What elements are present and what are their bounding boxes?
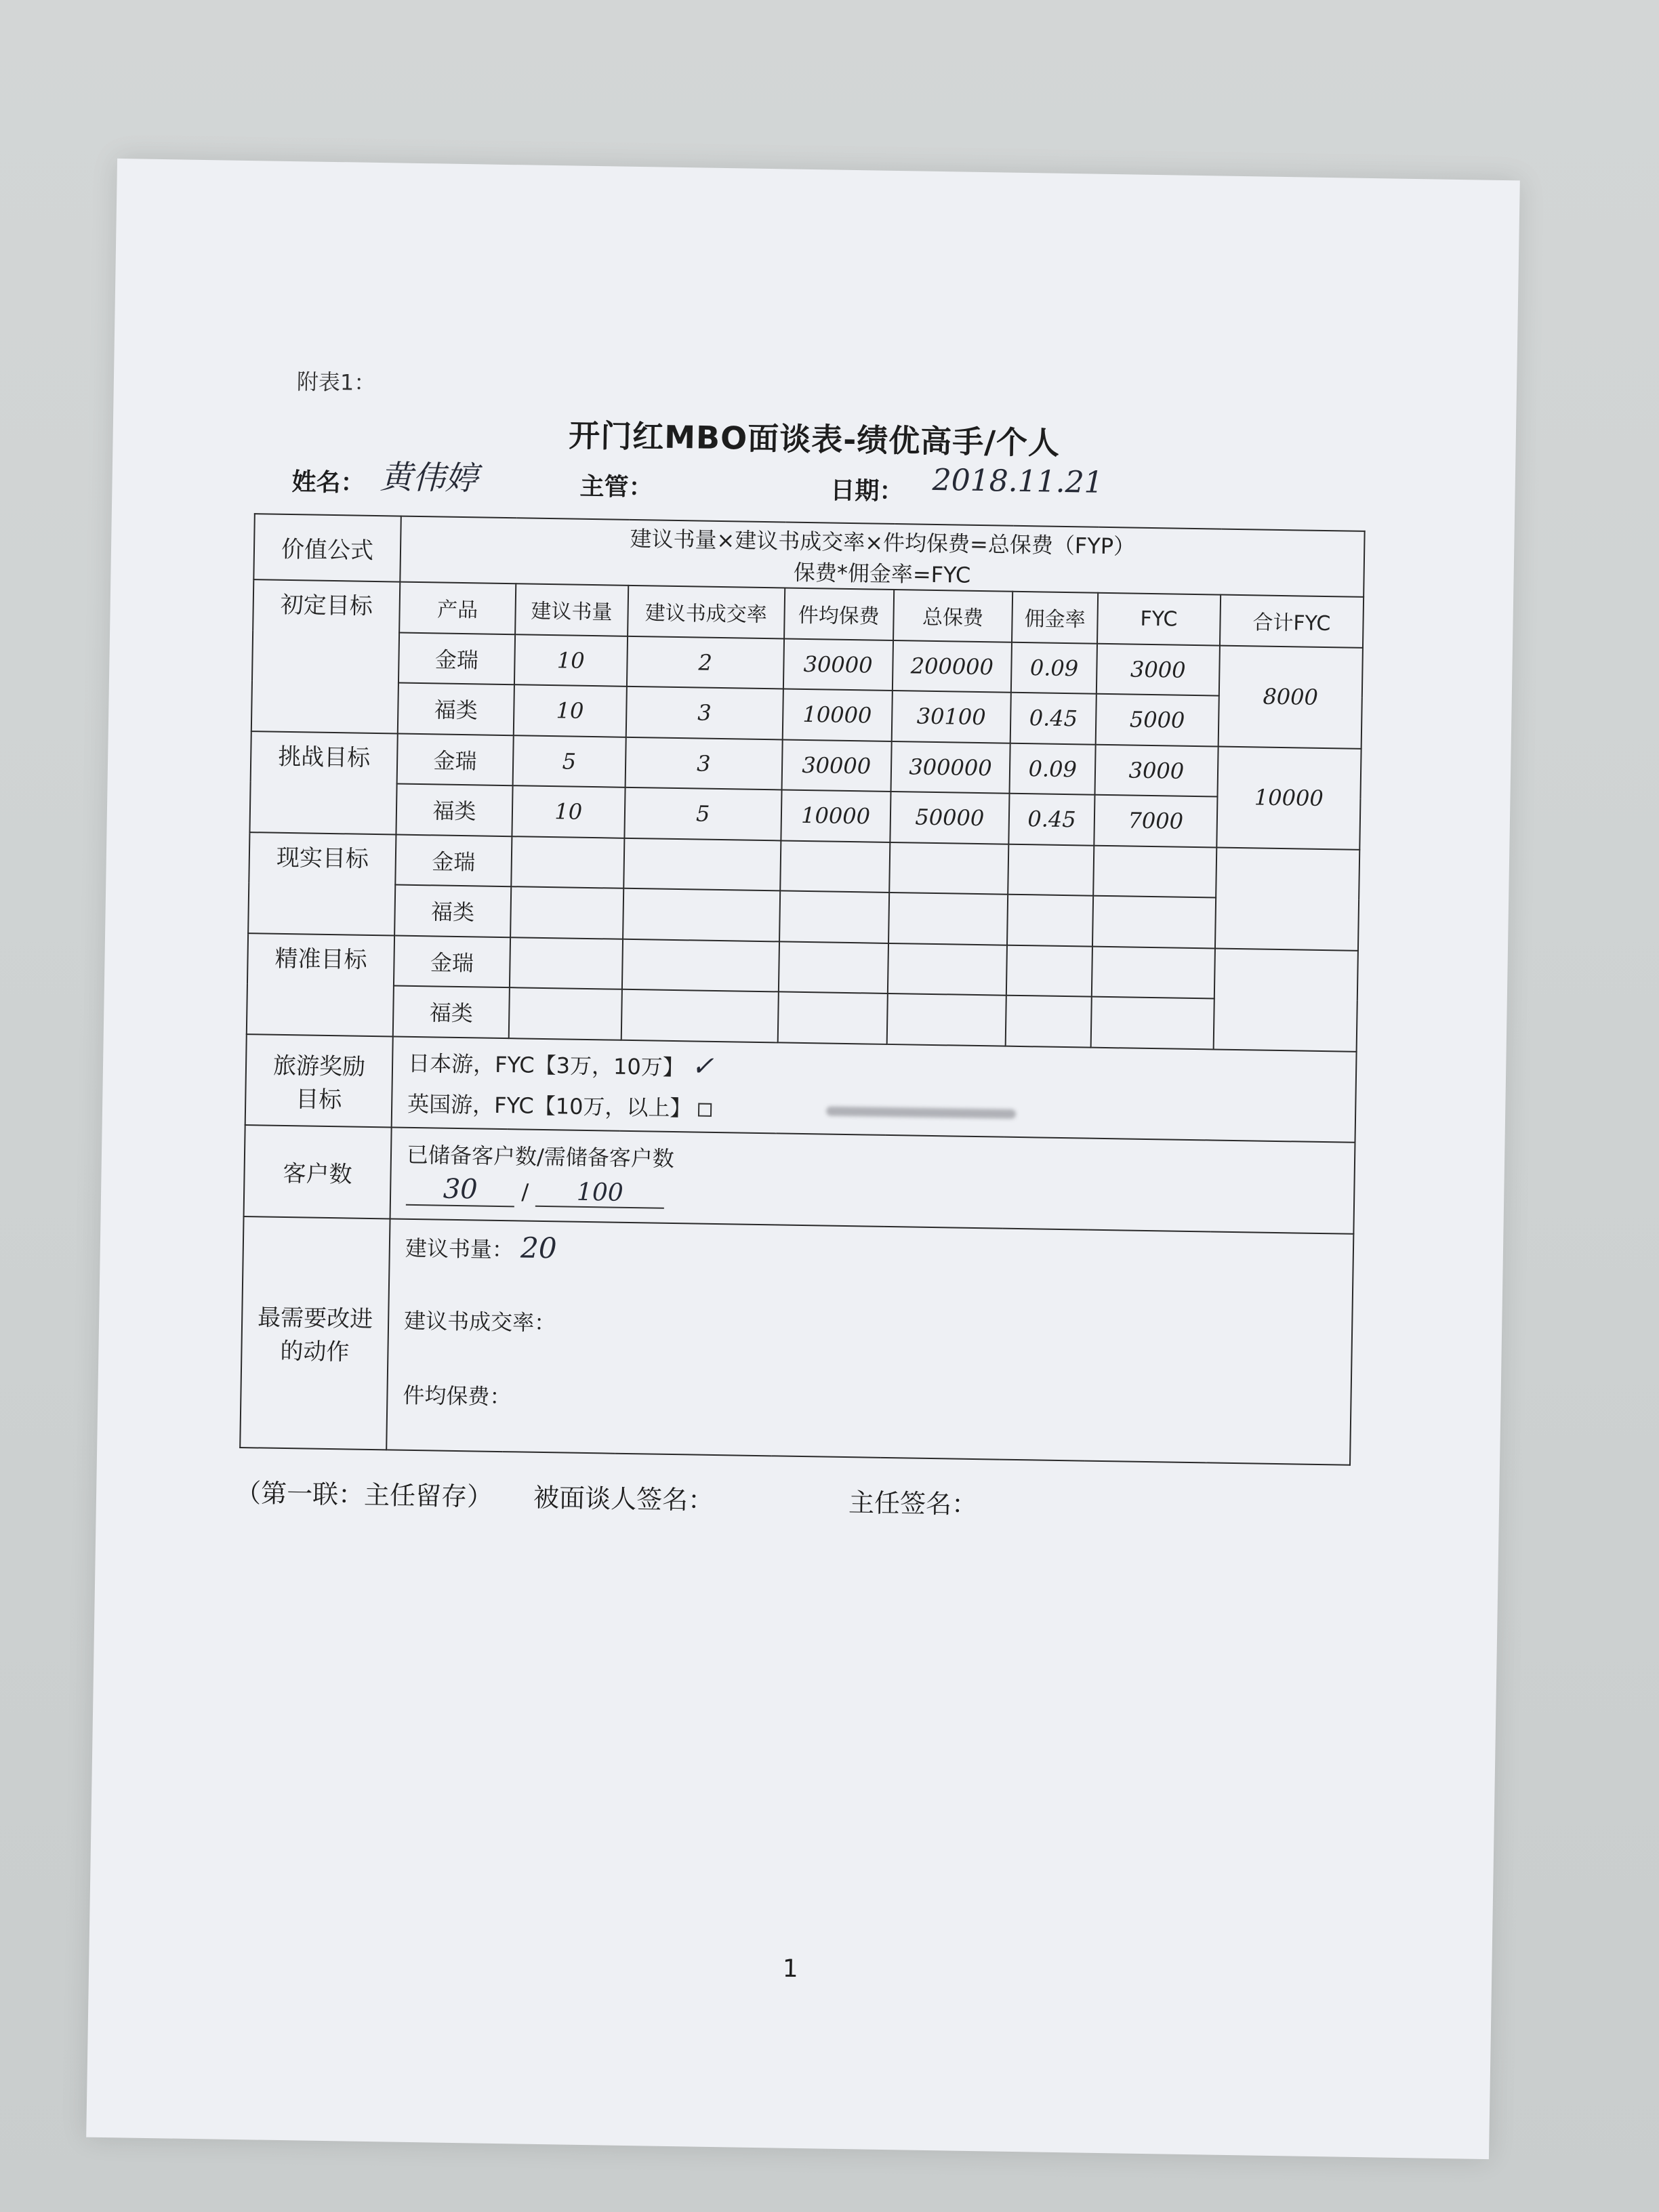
travel-label-line2: 目标	[295, 1086, 342, 1114]
column-header: 件均保费	[784, 588, 894, 640]
improvement-close-rate-label: 建议书成交率：	[403, 1307, 556, 1336]
fyc-cell: 5000	[1096, 694, 1219, 746]
product-cell: 金瑞	[395, 834, 512, 886]
column-header: FYC	[1097, 593, 1221, 645]
proposals-cell: 10	[512, 785, 625, 838]
interviewee-signature-label: 被面谈人签名：	[533, 1482, 714, 1515]
commission-rate-cell: 0.09	[1010, 743, 1096, 794]
needed-customers: 100	[535, 1178, 665, 1209]
total-premium-cell: 200000	[892, 640, 1012, 693]
reserved-customers: 30	[406, 1173, 515, 1208]
group-label: 现实目标	[248, 832, 396, 935]
fyc-cell	[1092, 896, 1216, 948]
close-rate-cell: 3	[625, 737, 782, 790]
avg-premium-cell: 10000	[782, 689, 892, 741]
total-premium-cell	[886, 994, 1006, 1046]
column-header: 建议书成交率	[628, 586, 785, 638]
avg-premium-cell	[779, 941, 888, 994]
product-cell: 金瑞	[394, 935, 510, 987]
total-fyc-cell: 8000	[1218, 645, 1363, 748]
attachment-label: 附表1：	[296, 369, 376, 396]
total-fyc-cell: 10000	[1216, 746, 1361, 849]
close-rate-cell: 3	[626, 687, 783, 739]
supervisor-label: 主管：	[579, 472, 653, 502]
date-label: 日期：	[830, 476, 904, 506]
customers-prompt: 已储备客户数/需储备客户数	[406, 1141, 675, 1172]
avg-premium-cell: 10000	[781, 790, 890, 842]
column-header: 佣金率	[1012, 592, 1098, 643]
fyc-cell	[1092, 946, 1215, 998]
total-premium-cell: 50000	[890, 792, 1010, 844]
total-fyc-cell	[1215, 847, 1360, 950]
commission-rate-cell	[1007, 895, 1093, 946]
group-label: 初定目标	[251, 579, 401, 733]
avg-premium-cell: 30000	[781, 739, 891, 792]
scribble-mark	[826, 1106, 1016, 1118]
group-label: 挑战目标	[249, 731, 397, 834]
travel-label	[245, 1034, 393, 1128]
commission-rate-cell	[1006, 996, 1092, 1047]
improvement-proposals-label: 建议书量：	[405, 1235, 514, 1263]
group-label: 精准目标	[247, 933, 394, 1036]
improvement-label	[240, 1216, 390, 1450]
fyc-cell	[1093, 845, 1216, 897]
avg-premium-cell	[780, 840, 890, 893]
column-header: 建议书量	[515, 583, 628, 636]
page-number: 1	[782, 1954, 798, 1984]
checkbox-icon[interactable]	[698, 1103, 712, 1116]
total-premium-cell	[889, 842, 1009, 895]
mbo-table	[239, 513, 1365, 1466]
proposals-cell	[510, 886, 623, 939]
product-cell: 福类	[398, 683, 514, 735]
fyc-cell: 7000	[1094, 795, 1217, 847]
avg-premium-cell	[777, 992, 887, 1044]
total-premium-cell	[888, 893, 1008, 945]
travel-options	[392, 1036, 1357, 1143]
total-premium-cell: 30100	[891, 691, 1011, 743]
avg-premium-cell	[779, 891, 889, 943]
close-rate-cell	[623, 838, 781, 890]
close-rate-cell: 5	[624, 787, 781, 840]
commission-rate-cell: 0.45	[1010, 693, 1097, 744]
proposals-cell: 10	[514, 684, 627, 737]
improvement-label-line2: 的动作	[280, 1338, 350, 1366]
form-title: 开门红MBO面谈表-绩优高手/个人	[568, 417, 1061, 462]
close-rate-cell	[622, 939, 779, 991]
column-header: 产品	[399, 582, 516, 634]
improvement-label-line1: 最需要改进	[257, 1304, 373, 1334]
customers-separator: /	[521, 1179, 529, 1205]
copy-note: （第一联：主任留存）	[234, 1477, 493, 1512]
avg-premium-cell: 30000	[783, 638, 893, 691]
proposals-cell: 5	[512, 735, 626, 787]
formula-label: 价值公式	[253, 514, 401, 582]
commission-rate-cell	[1008, 844, 1094, 895]
improvement-cell	[386, 1218, 1353, 1465]
travel-option-uk: 英国游，FYC【10万，以上】	[407, 1090, 692, 1122]
proposals-cell	[511, 836, 624, 888]
close-rate-cell	[623, 888, 780, 941]
total-fyc-cell	[1213, 948, 1358, 1051]
total-premium-cell	[887, 943, 1007, 996]
customers-cell	[390, 1128, 1355, 1234]
product-cell: 福类	[393, 986, 510, 1038]
improvement-proposals-value: 20	[520, 1231, 557, 1265]
form-paper	[86, 159, 1520, 2159]
fyc-cell: 3000	[1097, 643, 1220, 695]
product-cell: 金瑞	[397, 733, 514, 785]
travel-option-japan: 日本游，FYC【3万，10万】	[407, 1050, 685, 1081]
commission-rate-cell	[1006, 945, 1092, 996]
proposals-cell	[509, 987, 622, 1040]
proposals-cell	[510, 937, 623, 989]
formula-line1: 建议书量×建议书成交率×件均保费=总保费（FYP）	[630, 525, 1136, 560]
product-cell: 金瑞	[398, 632, 515, 684]
improvement-avg-premium-label: 件均保费：	[403, 1382, 512, 1410]
commission-rate-cell: 0.09	[1011, 642, 1097, 693]
travel-label-line1: 旅游奖励	[272, 1052, 366, 1081]
check-mark-icon: ✓	[691, 1050, 714, 1082]
column-header: 总保费	[893, 590, 1013, 642]
customers-label: 客户数	[244, 1125, 392, 1218]
name-label: 姓名：	[291, 468, 365, 497]
proposals-cell: 10	[514, 634, 628, 687]
date-value: 2018.11.21	[932, 462, 1104, 500]
formula-line2: 保费*佣金率=FYC	[793, 559, 971, 588]
fyc-cell: 3000	[1094, 744, 1218, 796]
director-signature-label: 主任签名：	[848, 1488, 978, 1520]
total-premium-cell: 300000	[890, 741, 1010, 794]
product-cell: 福类	[396, 784, 512, 836]
product-cell: 福类	[394, 885, 511, 937]
close-rate-cell	[621, 989, 778, 1042]
column-header: 合计FYC	[1220, 595, 1364, 648]
name-value: 黄伟婷	[380, 458, 478, 498]
close-rate-cell: 2	[627, 636, 784, 689]
fyc-cell	[1091, 997, 1214, 1049]
commission-rate-cell: 0.45	[1009, 794, 1095, 845]
